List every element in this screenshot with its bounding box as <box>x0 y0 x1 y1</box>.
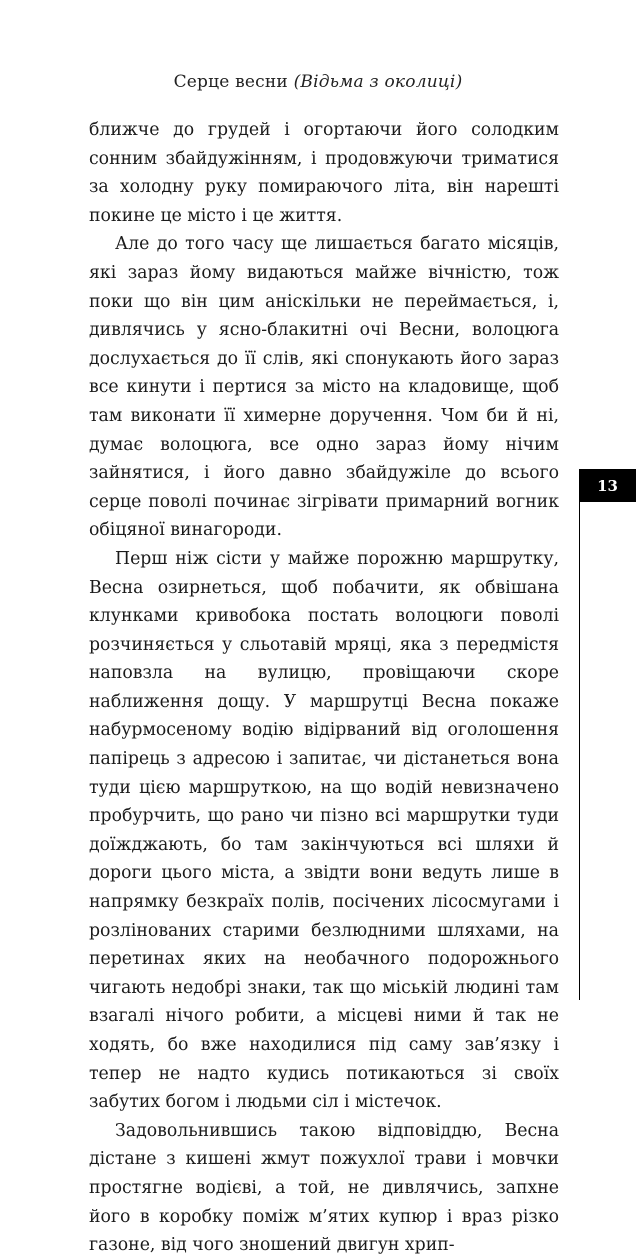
page-number: 13 <box>597 476 618 495</box>
running-head <box>0 72 636 92</box>
page-number-tab <box>579 469 636 502</box>
paragraph-4: Задовольнившись такою відповіддю, Весна дістане з кишені жмут пожухлої трави і мовчки простягне водієві, а той, не дивлячись, запхне його в коробку поміж м’ятих купюр і враз різко газоне, від чого зношений двигун хрип- <box>89 1120 559 1256</box>
paragraph-2: Але до того часу ще лишається багато місяців, які зараз йому видаються майже вічністю, тож поки що він цим аніскільки не переймається, і, дивлячись у ясно-блакитні очі Весни, волоцюга дослухається до її слів, які спонукають його зараз все кинути і пертися за місто на кладовище, щоб там виконати її химерне доручення. Чом би й ні, думає волоцюга, все одно зараз йому нічим зайнятися, і його давно збайдужіле до всього серце поволі починає зігрівати примарний вогник обіцяної винагороди. <box>89 234 559 541</box>
section-title: (Відьма з околиці) <box>293 72 463 92</box>
page-edge-line <box>579 502 580 1000</box>
body-text <box>89 116 559 1260</box>
paragraph-1: ближче до грудей і огортаючи його солодким сонним збайдужінням, і продовжуючи триматися за холодну руку помираючого літа, він нарешті покине це місто і це життя. <box>89 120 559 226</box>
book-title: Серце весни <box>173 72 288 92</box>
paragraph-3: Перш ніж сісти у майже порожню маршрутку, Весна озирнеться, щоб побачити, як обвішана клунками кривобока постать волоцюги поволі розчиняється у сльотавій мряці, яка з передмістя наповзла на вулицю, провіщаючи скоре наближення дощу. У маршрутці Весна покаже набурмосеному водію відірваний від оголошення папірець з адресою і запитає, чи дістанеться вона туди цією маршруткою, на що водій невизначено пробурчить, що рано чи пізно всі маршрутки туди доїжджають, бо там закінчуються всі шляхи й дороги цього міста, а звідти вони ведуть лише в напрямку безкраїх полів, посічених лісосмугами і розлінованих старими безлюдними шляхами, на перетинах яких на необачного подорожнього чигають недобрі знаки, так що міській людині там взагалі нічого робити, а місцеві ними й так не ходять, бо вже находилися під саму зав’язку і тепер не надто кудись потикаються зі своїх забутих богом і людьми сіл і містечок. <box>89 548 559 1113</box>
